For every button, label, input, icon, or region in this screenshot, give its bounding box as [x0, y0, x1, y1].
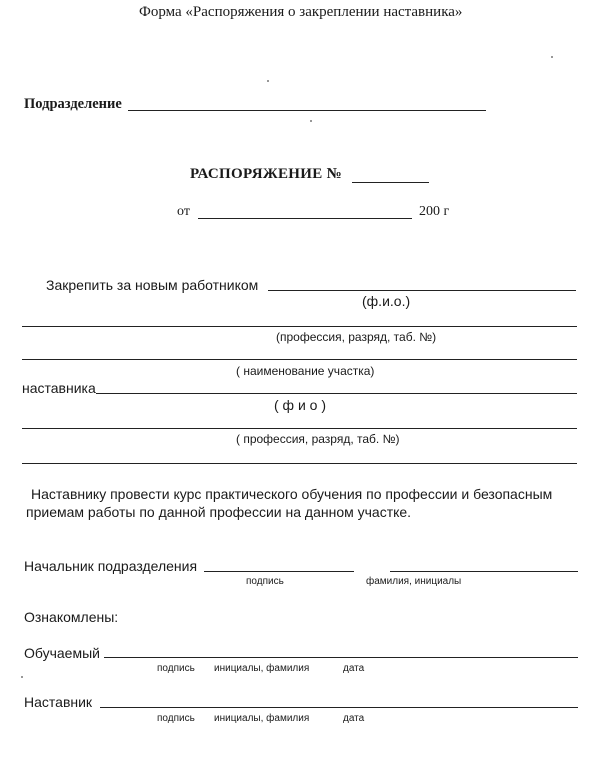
date-field-line[interactable]	[198, 218, 412, 219]
scan-speck	[551, 56, 553, 58]
mentor-label: наставника	[22, 380, 96, 396]
head-label: Начальник подразделения	[24, 558, 198, 574]
worker-profession-line[interactable]	[22, 326, 577, 327]
mentor-fio-line[interactable]	[96, 393, 577, 394]
caption-trainee-date: дата	[343, 663, 365, 674]
caption-mentor-date: дата	[343, 713, 365, 724]
caption-profession-mentor: ( профессия, разряд, таб. №)	[236, 432, 400, 446]
mentor-profession-line[interactable]	[22, 428, 577, 429]
head-name-line[interactable]	[390, 571, 578, 572]
form-title: Форма «Распоряжения о закреплении наставника»	[139, 4, 463, 20]
mentor-sign-label: Наставник	[24, 694, 93, 710]
mentor-signature-line[interactable]	[100, 707, 578, 708]
caption-fio-worker: (ф.и.о.)	[362, 293, 411, 309]
scan-speck	[267, 80, 269, 82]
caption-head-signature: подпись	[246, 576, 284, 587]
scan-speck	[21, 676, 23, 678]
caption-head-name: фамилия, инициалы	[366, 576, 462, 587]
instruction-line-1: Наставнику провести курс практического обучения по профессии и безопасным	[31, 486, 553, 502]
order-heading: РАСПОРЯЖЕНИЕ №	[190, 166, 342, 182]
order-number-line[interactable]	[352, 182, 429, 183]
caption-trainee-name: инициалы, фамилия	[214, 663, 310, 674]
section-name-line[interactable]	[22, 359, 577, 360]
subdivision-field-line[interactable]	[128, 110, 486, 111]
trainee-signature-line[interactable]	[104, 657, 578, 658]
trainee-label: Обучаемый	[24, 645, 100, 661]
caption-profession-worker: (профессия, разряд, таб. №)	[276, 330, 437, 344]
head-signature-line[interactable]	[204, 571, 354, 572]
date-year: 200 г	[419, 204, 450, 219]
acquainted-label: Ознакомлены:	[24, 609, 119, 625]
caption-mentor-signature: подпись	[157, 713, 195, 724]
subdivision-label: Подразделение	[24, 96, 122, 112]
date-prefix: от	[177, 204, 190, 219]
assign-label: Закрепить за новым работником	[46, 277, 259, 293]
worker-fio-line[interactable]	[268, 290, 576, 291]
extra-line[interactable]	[22, 463, 577, 464]
caption-section: ( наименование участка)	[236, 364, 375, 378]
caption-mentor-name: инициалы, фамилия	[214, 713, 310, 724]
scan-speck	[310, 120, 312, 122]
caption-fio-mentor: ( ф и о )	[274, 397, 327, 413]
instruction-line-2: приемам работы по данной профессии на данном участке.	[26, 504, 412, 520]
caption-trainee-signature: подпись	[157, 663, 195, 674]
